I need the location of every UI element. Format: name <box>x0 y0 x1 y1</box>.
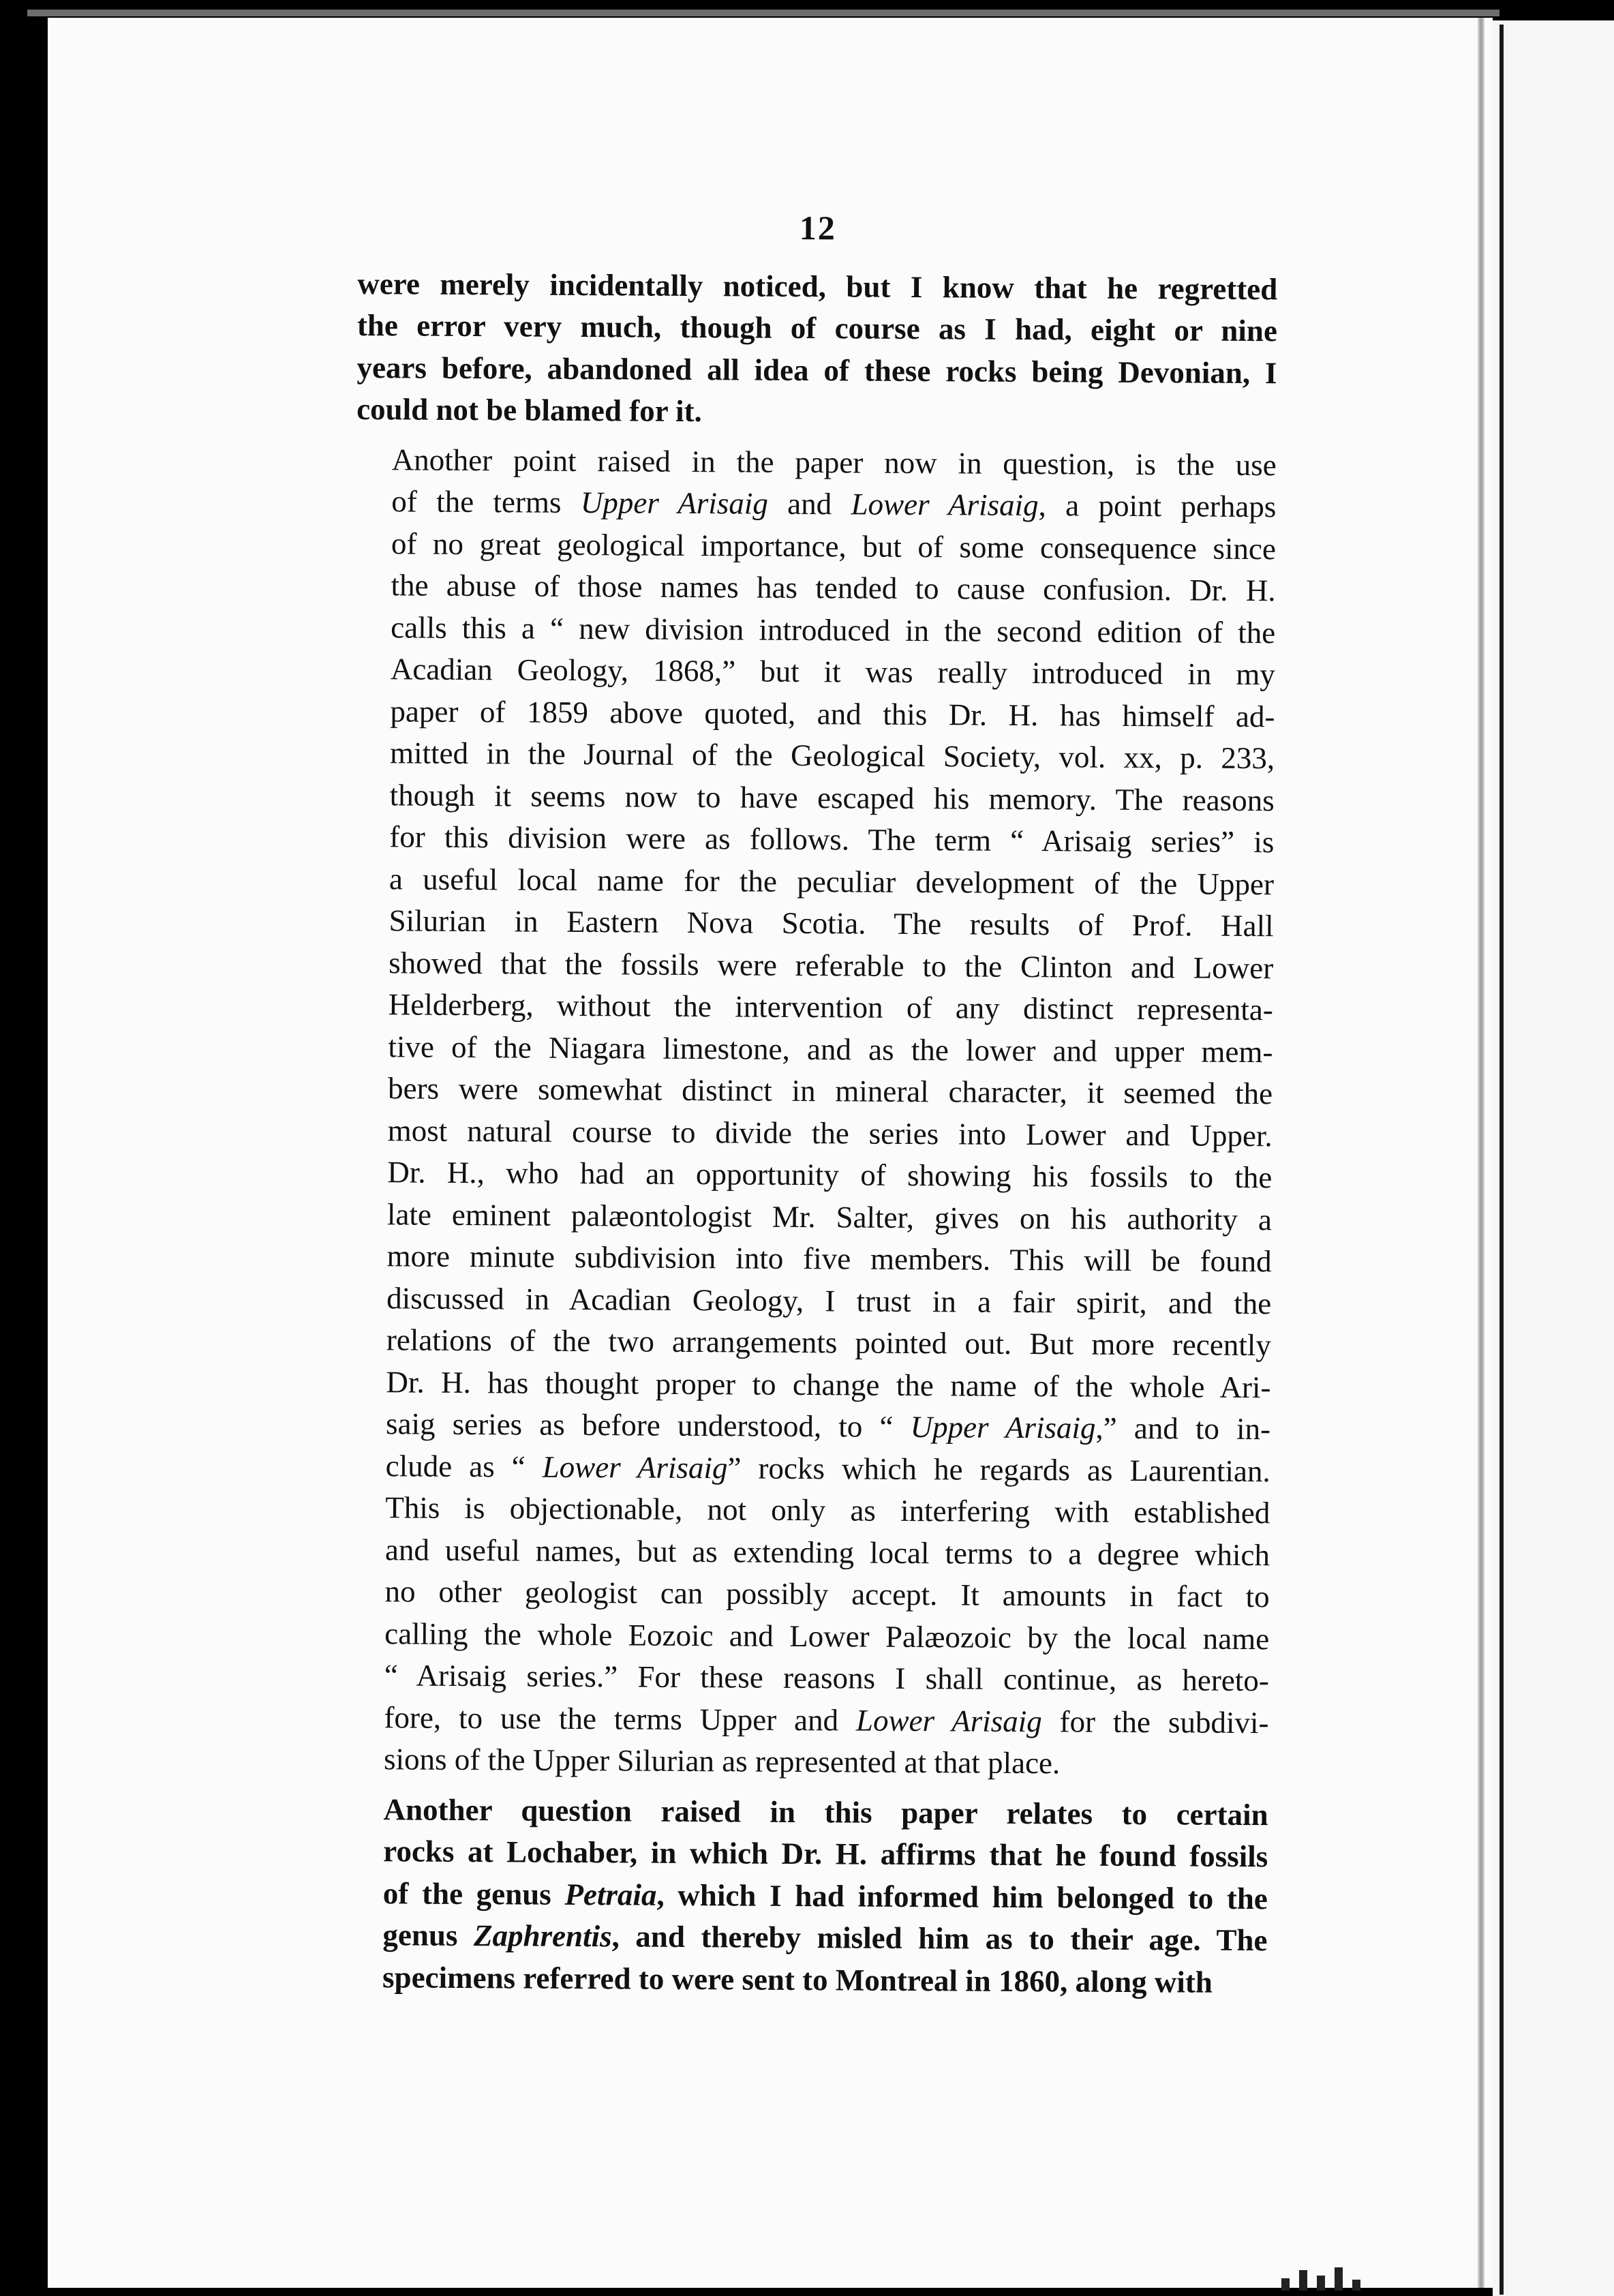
text-line: rocks at Lochaber, in which Dr. H. affirms that he found fossils <box>383 1834 1268 1874</box>
text-line: Silurian in Eastern Nova Scotia. The results of Prof. Hall <box>389 903 1274 943</box>
text-line: Dr. H., who had an opportunity of showing his fossils to the <box>387 1155 1273 1195</box>
scan-top-edge <box>27 10 1499 16</box>
text-line: Helderberg, without the intervention of any distinct representa- <box>388 987 1273 1027</box>
text-line: bers were somewhat distinct in mineral character, it seemed the <box>387 1071 1273 1111</box>
scan-bottom-marks <box>1281 2263 1609 2291</box>
text-line: of the terms Upper Arisaig and Lower Arisaig, a point perhaps <box>391 484 1277 524</box>
text-line: saig series as before understood, to “ Upper Arisaig,” and to in- <box>385 1406 1271 1447</box>
text-line: specimens referred to were sent to Montreal in 1860, along with <box>382 1959 1213 1999</box>
page-fold <box>1478 18 1484 2288</box>
text-line: clude as “ Lower Arisaig” rocks which he regards as Laurentian. <box>385 1448 1270 1488</box>
text-line: could not be blamed for it. <box>356 391 703 429</box>
text-line: a useful local name for the peculiar development of the Upper <box>389 861 1275 901</box>
text-line: Another point raised in the paper now in question, is the use <box>391 442 1277 482</box>
paragraph <box>348 438 1277 1785</box>
text-line: the abuse of those names has tended to cause confusion. Dr. H. <box>391 568 1276 608</box>
page-number: 12 <box>799 208 836 247</box>
text-line: most natural course to divide the series into Lower and Upper. <box>387 1113 1273 1153</box>
text-line: showed that the fossils were referable to the Clinton and Lower <box>389 945 1274 985</box>
text-line: Another question raised in this paper relates to certain <box>383 1792 1268 1832</box>
paragraph <box>356 262 1277 436</box>
adjacent-page-edge <box>1499 25 1504 2295</box>
text-line: This is objectionable, not only as interfering with established <box>385 1490 1270 1530</box>
text-line: discussed in Acadian Geology, I trust in a fair spirit, and the <box>386 1280 1272 1320</box>
text-line: tive of the Niagara limestone, and as the lower and upper mem- <box>388 1029 1273 1069</box>
body-text <box>347 262 1278 2004</box>
text-line: though it seems now to have escaped his memory. The reasons <box>389 777 1275 817</box>
text-line: late eminent palæontologist Mr. Salter, gives on his authority a <box>386 1196 1273 1237</box>
text-line: and useful names, but as extending local terms to a degree which <box>384 1532 1270 1572</box>
text-line: for this division were as follows. The term “ Arisaig series” is <box>389 819 1275 860</box>
page-text <box>347 205 1278 2012</box>
text-line: years before, abandoned all idea of these rocks being Devonian, I <box>356 350 1277 390</box>
text-line: of the genus Petraia, which I had informed him belonged to the <box>382 1875 1268 1916</box>
text-line: Dr. H. has thought proper to change the name of the whole Ari- <box>386 1364 1271 1404</box>
text-line: calling the whole Eozoic and Lower Palæozoic by the local name <box>384 1616 1270 1656</box>
text-line: paper of 1859 above quoted, and this Dr. H. has himself ad- <box>390 693 1275 734</box>
text-line: the error very much, though of course as I had, eight or nine <box>356 307 1278 348</box>
text-line: mitted in the Journal of the Geological Society, vol. xx, p. 233, <box>389 736 1275 776</box>
text-line: of no great geological importance, but of some consequence since <box>391 526 1277 566</box>
text-line: calls this a “ new division introduced in the second edition of the <box>391 609 1276 650</box>
text-line: no other geologist can possibly accept. It amounts in fact to <box>384 1574 1270 1614</box>
text-line: sions of the Upper Silurian as represented at that place. <box>383 1742 1061 1781</box>
text-line: more minute subdivision into five members. This will be found <box>386 1239 1272 1279</box>
text-line: were merely incidentally noticed, but I know that he regretted <box>357 266 1278 306</box>
text-line: relations of the two arrangements pointed out. But more recently <box>386 1323 1271 1363</box>
text-line: fore, to use the terms Upper and Lower Arisaig for the subdivi- <box>384 1700 1269 1740</box>
text-line: “ Arisaig series.” For these reasons I shall continue, as hereto- <box>384 1658 1269 1698</box>
text-line: Acadian Geology, 1868,” but it was really introduced in my <box>390 652 1275 692</box>
text-line: genus Zaphrentis, and thereby misled him as to their age. The <box>382 1918 1268 1958</box>
adjacent-page-strip <box>1493 20 1614 2296</box>
paragraph <box>347 1788 1268 2004</box>
